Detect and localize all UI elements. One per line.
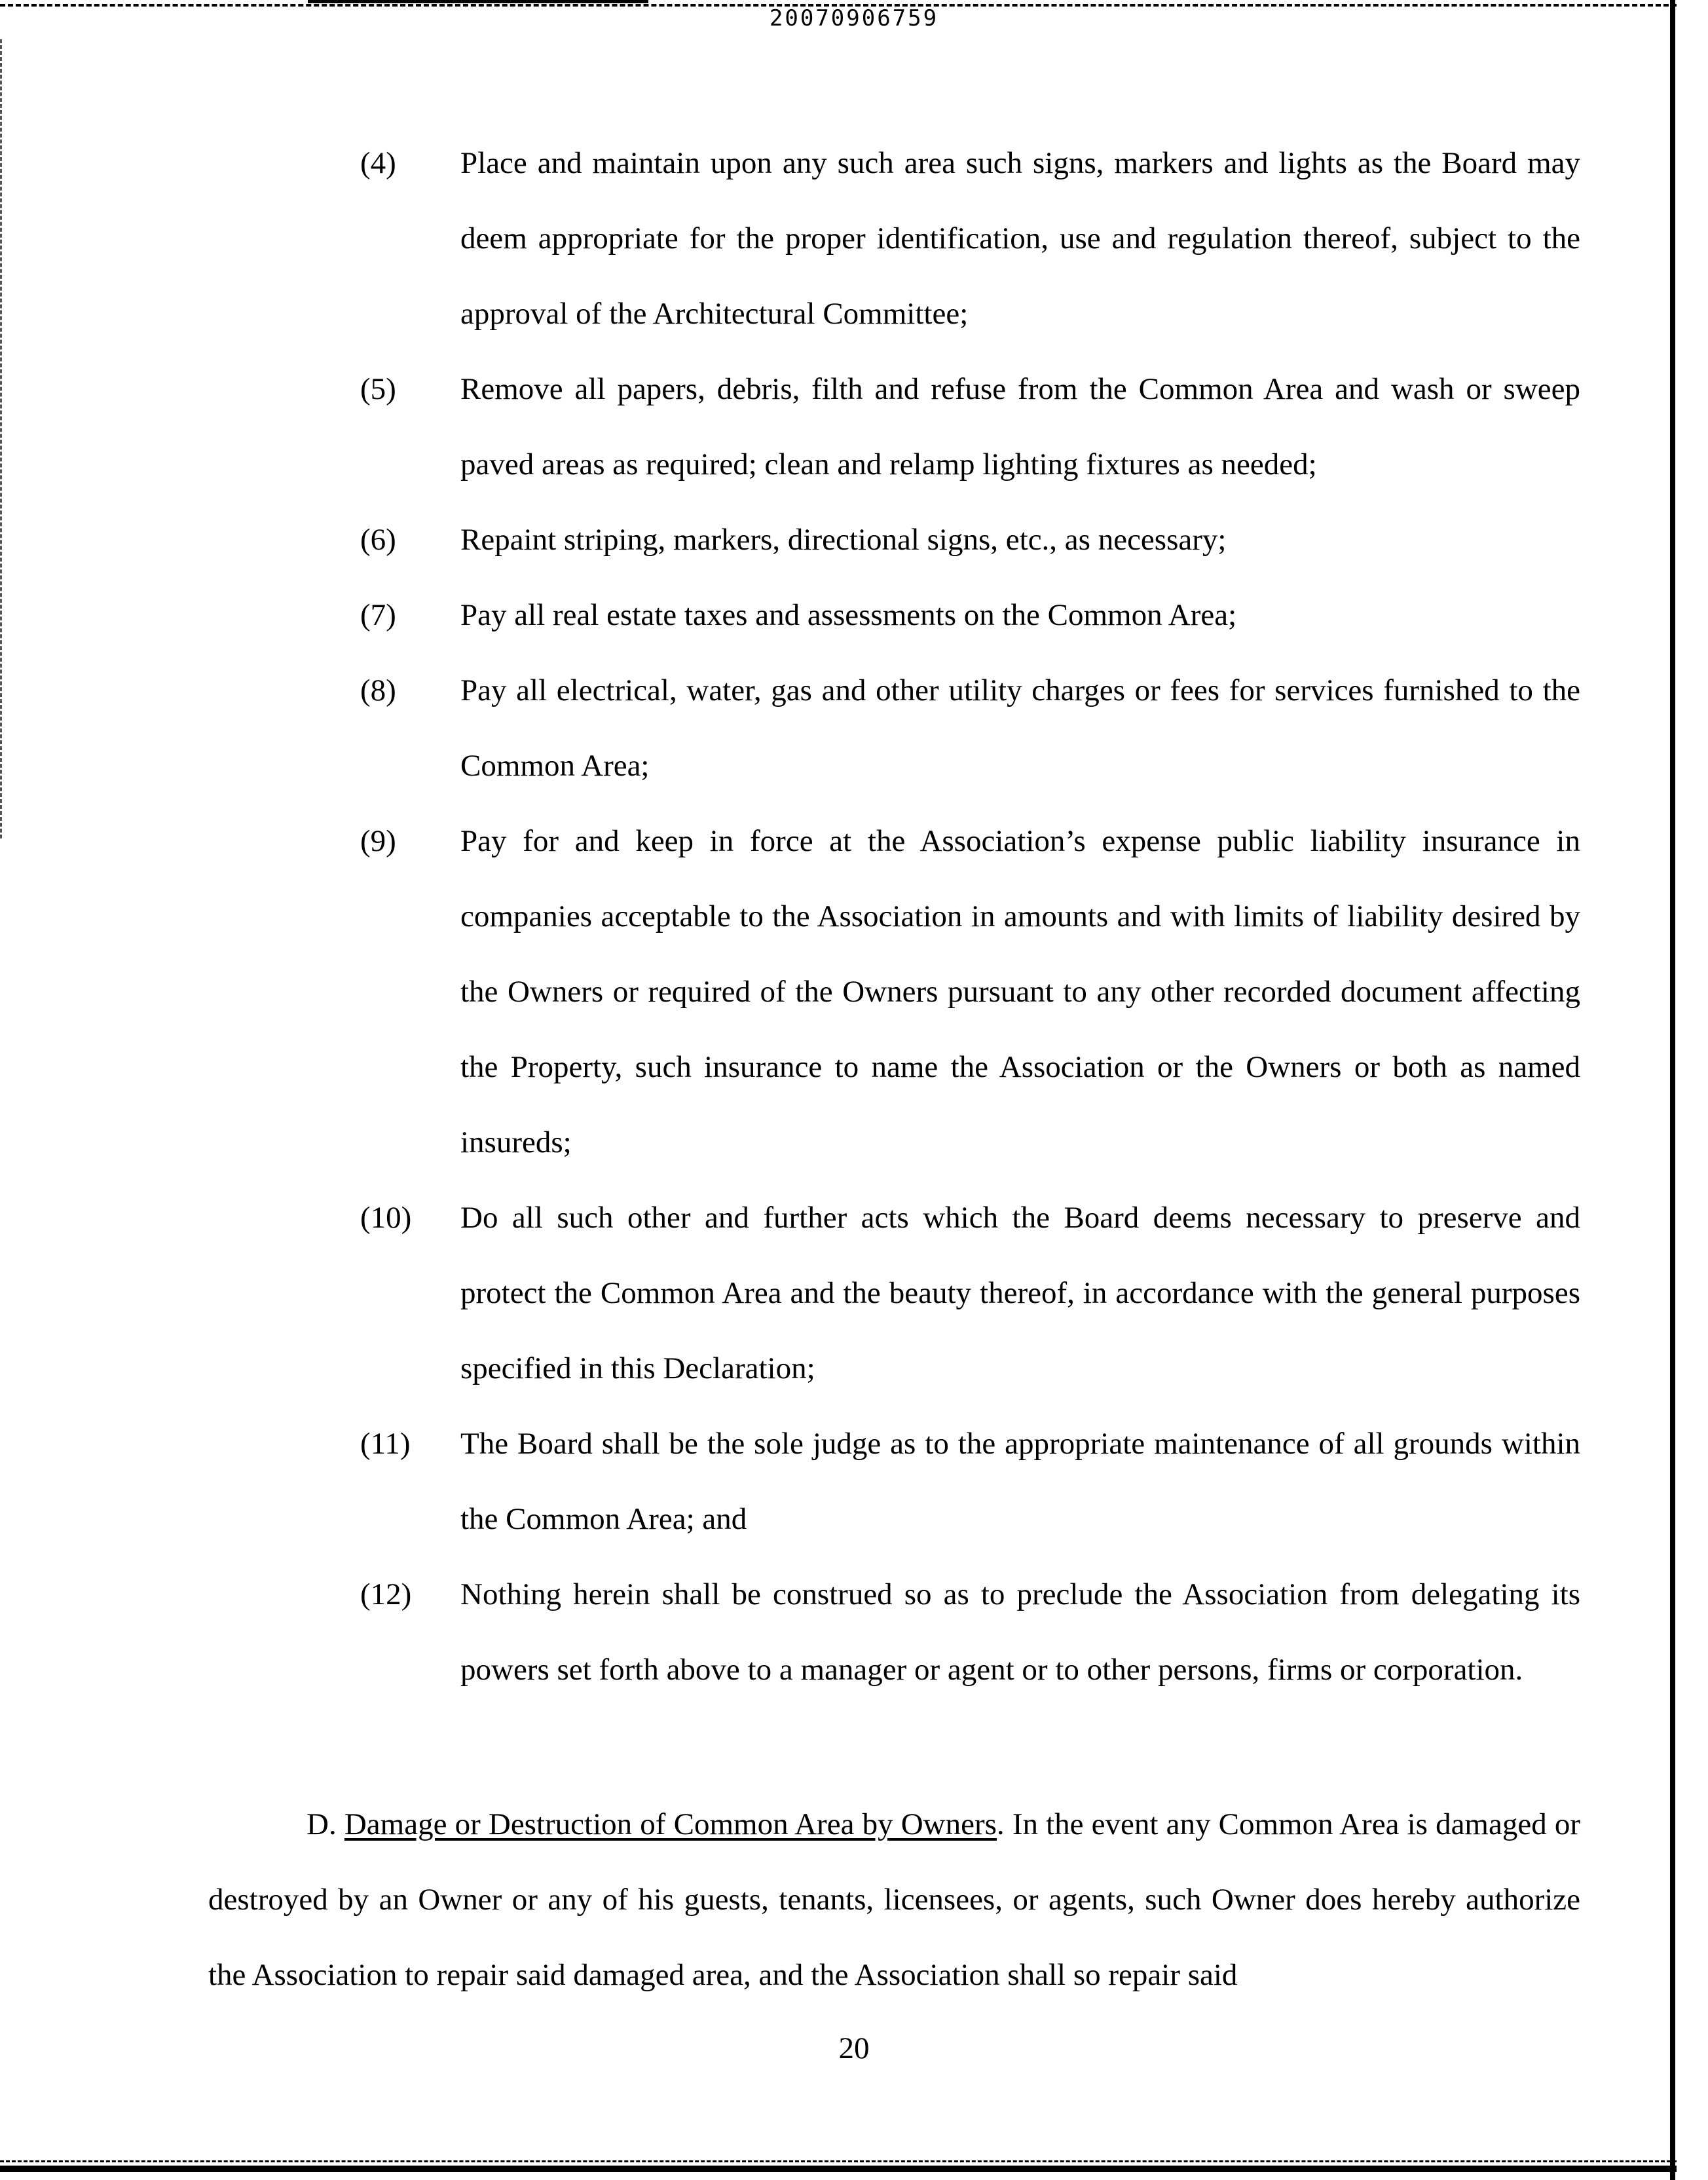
list-item-number: (12) xyxy=(360,1577,412,1611)
list-item-number: (5) xyxy=(360,372,396,406)
page-number: 20 xyxy=(838,2031,870,2065)
list-item-number: (10) xyxy=(360,1201,412,1235)
list-item-text: Repaint striping, markers, directional signs, etc., as necessary; xyxy=(460,523,1227,557)
list-item-text: Pay for and keep in force at the Association’s expense public liability insurance in companies acceptable to the Association in amounts and with limits of liability desired by the Owners or required of the Owners pursuant to any other recorded document affecting the Property, such insurance to name the Association or the Owners or both as named insureds; xyxy=(460,824,1580,1159)
list-item-text: Nothing herein shall be construed so as to preclude the Association from delegating its powers set forth above to a manager or agent or to other persons, firms or corporation. xyxy=(460,1577,1580,1687)
section-d-label: D. xyxy=(306,1807,337,1841)
section-d-body: . In the event any Common Area is damaged or destroyed by an Owner or any of his guests, tenants, licensees, or agents, such Owner does hereby authorize the Association to repair said damaged area, and the Association shall so repair said xyxy=(208,1807,1581,1992)
list-item-text: Pay all electrical, water, gas and other utility charges or fees for services furnished to the Common Area; xyxy=(460,673,1580,783)
section-d-heading: Damage or Destruction of Common Area by Owners xyxy=(344,1807,997,1841)
document-number: 20070906759 xyxy=(769,5,939,31)
list-item-number: (7) xyxy=(360,598,396,632)
scan-left-edge xyxy=(0,39,2,838)
scan-top-bar xyxy=(308,0,648,3)
list-item-text: Place and maintain upon any such area such signs, markers and lights as the Board may deem appropriate for the proper identification, use and regulation thereof, subject to the approval of the Architectural Committee; xyxy=(460,146,1580,331)
list-item-text: Do all such other and further acts which the Board deems necessary to preserve and protect the Common Area and the beauty thereof, in accordance with the general purposes specified in this Declaration; xyxy=(460,1201,1580,1385)
list-item-number: (8) xyxy=(360,673,396,707)
list-item-number: (6) xyxy=(360,523,396,557)
section-d-paragraph xyxy=(208,1787,1580,2013)
scan-bottom-dash xyxy=(0,2160,1677,2162)
list-item-text: Remove all papers, debris, filth and refuse from the Common Area and wash or sweep paved areas as required; clean and relamp lighting fixtures as needed; xyxy=(460,372,1580,481)
scan-bottom-edge xyxy=(0,2166,1677,2172)
list-item-text: Pay all real estate taxes and assessments on the Common Area; xyxy=(460,598,1237,632)
list-item-number: (9) xyxy=(360,824,396,858)
list-item-number: (11) xyxy=(360,1427,411,1461)
list-item-number: (4) xyxy=(360,146,396,180)
scan-right-edge xyxy=(1670,0,1675,2180)
list-item-text: The Board shall be the sole judge as to the appropriate maintenance of all grounds within the Common Area; and xyxy=(460,1427,1580,1536)
